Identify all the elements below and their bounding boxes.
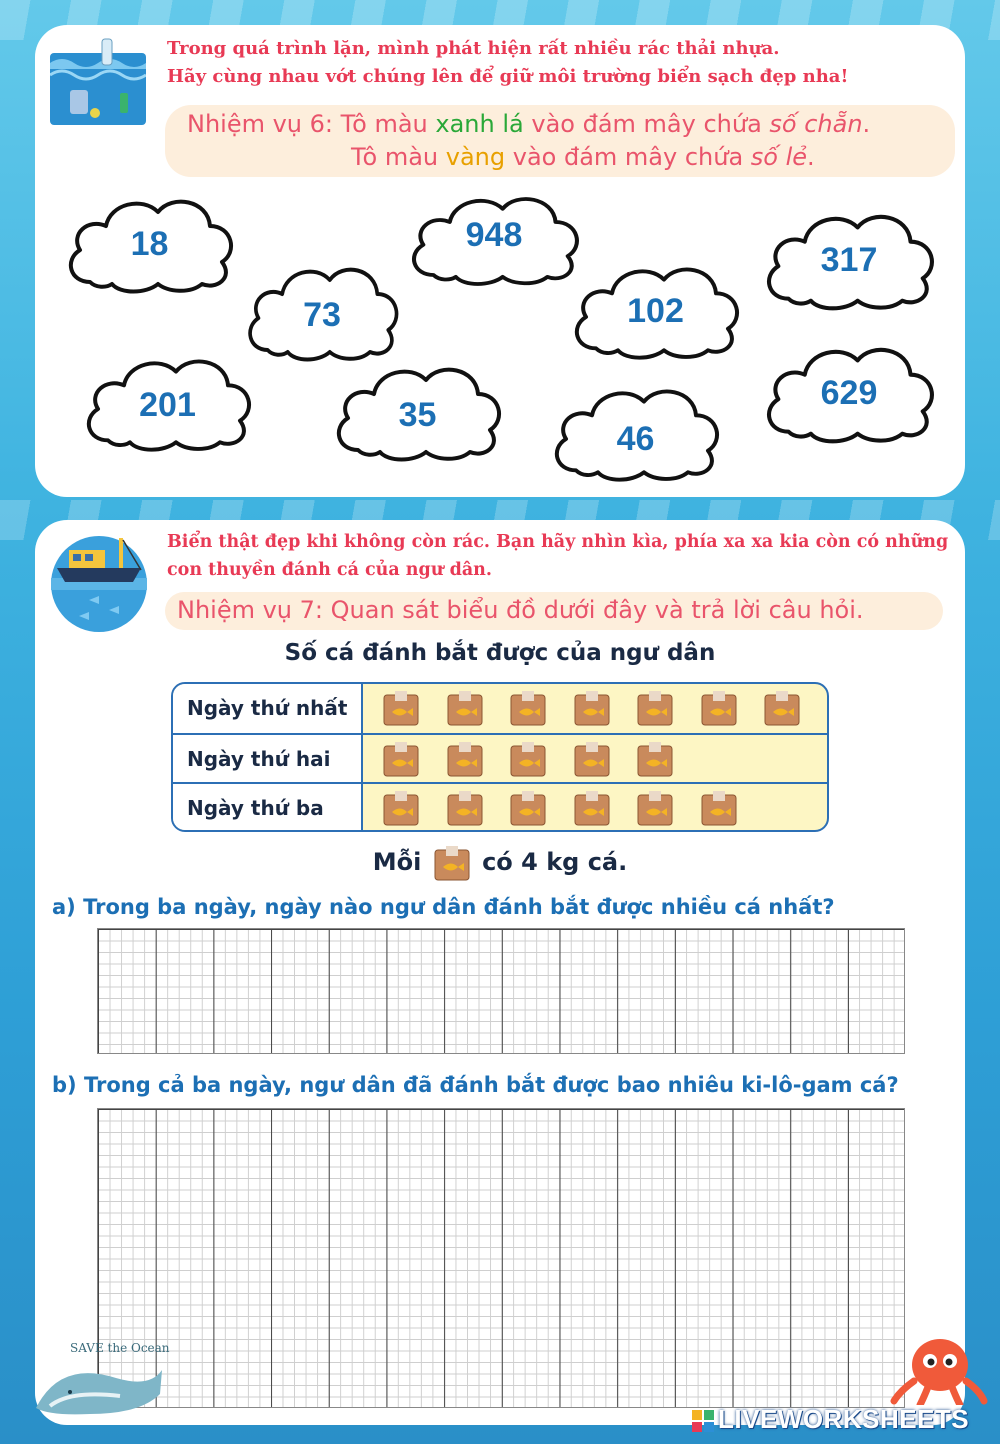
number-cloud[interactable]	[760, 338, 938, 450]
odd-word: số lẻ	[750, 143, 808, 171]
fish-box-icon	[637, 790, 673, 826]
liveworksheets-watermark	[692, 1404, 969, 1435]
task-text: Tô màu	[351, 143, 446, 171]
pictograph-table	[171, 682, 829, 832]
intro-line: Hãy cùng nhau vớt chúng lên để giữ môi trường biển sạch đẹp nha!	[167, 66, 849, 87]
cloud-number: 46	[616, 420, 655, 458]
task7-intro	[167, 528, 948, 584]
cloud-number: 102	[627, 292, 684, 330]
answer-grid-b[interactable]	[97, 1108, 905, 1408]
fish-box-icon	[510, 741, 546, 777]
intro-line: Trong quá trình lặn, mình phát hiện rất nhiều rác thải nhựa.	[167, 38, 780, 59]
task6-instruction	[165, 105, 955, 177]
pictograph-row	[173, 684, 827, 733]
intro-line: Biển thật đẹp khi không còn rác. Bạn hãy nhìn kìa, phía xa xa kia còn có những	[167, 532, 949, 552]
fish-box-icon	[510, 690, 546, 726]
legend-prefix: Mỗi	[372, 848, 422, 876]
intro-line: con thuyền đánh cá của ngư dân.	[167, 560, 492, 580]
fish-box-icon	[701, 690, 737, 726]
green-word: xanh lá	[435, 110, 524, 138]
pictograph-row	[173, 733, 827, 784]
watermark-text: LIVEWORKSHEETS	[718, 1404, 970, 1434]
number-cloud[interactable]	[242, 258, 402, 368]
task-text: vào đám mây chứa	[505, 143, 751, 171]
fish-box-icon	[637, 690, 673, 726]
even-word: số chẵn	[769, 110, 863, 138]
save-ocean-text: SAVE the Ocean	[70, 1341, 170, 1355]
yellow-word: vàng	[445, 143, 506, 171]
task7-label: Nhiệm vụ 7: Quan sát biểu đồ dưới đây và trả lời câu hỏi.	[177, 596, 864, 624]
number-cloud[interactable]	[80, 350, 255, 458]
fish-box-icon	[383, 690, 419, 726]
save-the-ocean-whale-illustration	[30, 1330, 170, 1420]
fish-box-icon	[764, 690, 800, 726]
row-label: Ngày thứ hai	[173, 735, 363, 784]
legend-suffix: có 4 kg cá.	[482, 848, 628, 876]
fish-box-icon	[447, 741, 483, 777]
number-cloud[interactable]	[62, 190, 237, 300]
cloud-number: 18	[130, 225, 169, 263]
fish-box-icon	[701, 790, 737, 826]
cloud-number: 201	[139, 386, 196, 424]
task-text: .	[807, 143, 815, 171]
fish-box-icon	[434, 845, 470, 881]
fish-box-icon	[574, 741, 610, 777]
fish-box-icon	[510, 790, 546, 826]
question-b: b) Trong cả ba ngày, ngư dân đã đánh bắt được bao nhiêu ki-lô-gam cá?	[52, 1073, 899, 1097]
task-text: vào đám mây chứa	[523, 110, 770, 138]
fish-box-icon	[574, 690, 610, 726]
cloud-number: 629	[820, 374, 878, 412]
fish-box-icon	[574, 790, 610, 826]
cloud-number: 73	[303, 296, 341, 334]
row-label: Ngày thứ nhất	[173, 684, 363, 733]
fish-box-icon	[383, 741, 419, 777]
number-cloud[interactable]	[330, 358, 505, 468]
number-cloud[interactable]	[405, 188, 583, 292]
pictograph-row	[173, 782, 827, 832]
task-text: Nhiệm vụ 6: Tô màu	[187, 110, 436, 138]
number-cloud[interactable]	[760, 205, 938, 317]
ocean-plastic-illustration	[50, 35, 146, 125]
task-text: .	[862, 110, 871, 138]
fish-box-icon	[637, 741, 673, 777]
cloud-number: 948	[465, 216, 523, 254]
fish-box-icon	[447, 690, 483, 726]
cloud-number: 317	[820, 241, 878, 279]
row-label: Ngày thứ ba	[173, 784, 363, 832]
liveworksheets-logo-icon	[692, 1410, 714, 1432]
octopus-illustration	[888, 1335, 988, 1405]
number-cloud[interactable]	[548, 380, 723, 488]
answer-grid-a[interactable]	[97, 928, 905, 1054]
task6-intro	[167, 35, 848, 91]
number-cloud[interactable]	[568, 258, 743, 366]
task7-instruction	[165, 592, 943, 630]
cloud-number: 35	[398, 396, 437, 434]
fishing-boat-illustration	[49, 530, 149, 634]
question-a: a) Trong ba ngày, ngày nào ngư dân đánh bắt được nhiều cá nhất?	[52, 895, 835, 919]
chart-title: Số cá đánh bắt được của ngư dân	[284, 640, 716, 666]
legend	[35, 845, 965, 881]
fish-box-icon	[447, 790, 483, 826]
fish-box-icon	[383, 790, 419, 826]
